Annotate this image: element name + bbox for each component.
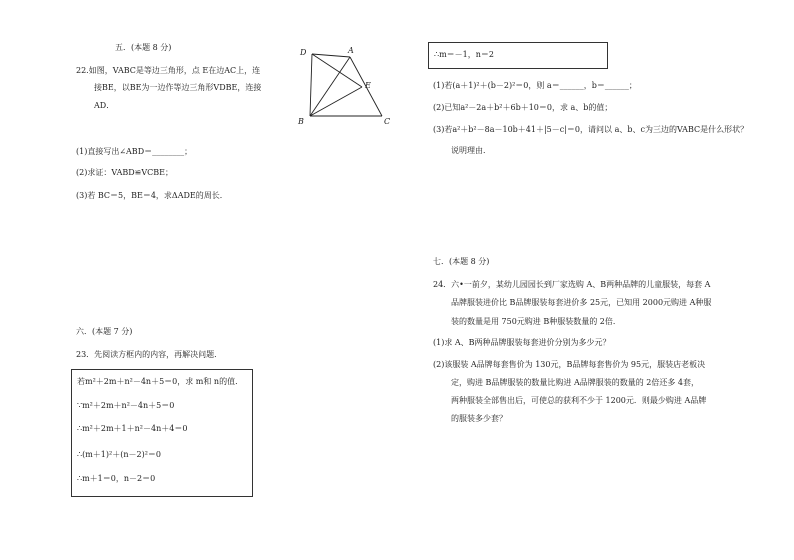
label-e: E — [365, 81, 371, 90]
q22-line2: 接BE，以BE为一边作等边三角形VDBE，连接 — [94, 83, 262, 92]
box-line-3: ∴m²＋2m＋1＋n²－4n＋4＝0 — [77, 424, 188, 433]
box-line-5: ∴m＋1＝0，n－2＝0 — [77, 474, 156, 483]
section7-heading: 七．(本题 8 分) — [433, 257, 490, 266]
q22-sub1: (1)直接写出∠ABD＝________； — [76, 147, 193, 156]
q23-sub1: (1)若(a＋1)²＋(b－2)²＝0，则 a＝______，b＝______； — [433, 81, 637, 90]
continued-box — [428, 42, 608, 69]
q23-intro: 23．先阅读方框内的内容，再解决问题． — [76, 350, 223, 359]
q22-line1: 22.如图，VABC是等边三角形，点 E在边AC上，连 — [76, 66, 261, 75]
label-d: D — [300, 48, 307, 57]
q22-sub2: (2)求证：VABD≌VCBE； — [76, 168, 173, 177]
q24-sub2-line3: 两种服装全部售出后，可使总的获利不少于 1200元．则最少购进 A品牌 — [451, 396, 707, 405]
q24-line1: 24．六•一前夕，某幼儿园园长到厂家选购 A、B两种品牌的儿童服装，每套 A — [433, 280, 711, 289]
q22-line3: AD． — [94, 101, 115, 110]
q24-sub2-line2: 定，购进 B品牌服装的数量比购进 A品牌服装的数量的 2倍还多 4套， — [451, 378, 700, 387]
box-line-2: ∵m²＋2m＋n²－4n＋5＝0 — [77, 401, 175, 410]
q23-sub2: (2)已知a²－2a＋b²＋6b＋10＝0，求 a、b的值； — [433, 103, 613, 112]
q24-sub2-line1: (2)该服装 A品牌每套售价为 130元，B品牌每套售价为 95元，服装店老板决 — [433, 360, 706, 369]
label-c: C — [384, 117, 391, 126]
q24-line2: 品牌服装进价比 B品牌服装每套进价多 25元，已知用 2000元购进 A种服 — [451, 298, 712, 307]
q22-sub3: (3)若 BC＝5，BE＝4，求ΔADE的周长． — [76, 191, 228, 200]
q24-line3: 装的数量是用 750元购进 B种服装数量的 2倍． — [451, 317, 621, 326]
reading-box — [71, 369, 253, 497]
q23-sub3-line1: (3)若a²＋b²－8a－10b＋41＋|5－c|＝0，请问以 a、b、c为三边的VABC是什么形状？ — [433, 125, 749, 134]
section6-heading: 六．(本题 7 分) — [76, 327, 133, 336]
q23-sub3-line2: 说明理由． — [451, 146, 491, 155]
q24-sub2-line4: 的服装多少套？ — [451, 414, 507, 423]
box-line-1: 若m²＋2m＋n²－4n＋5＝0，求 m和 n的值． — [77, 377, 244, 386]
label-b: B — [298, 117, 304, 126]
label-a: A — [348, 46, 354, 55]
section5-heading: 五．(本题 8 分) — [115, 43, 172, 52]
triangle-figure — [290, 40, 410, 130]
q24-sub1: (1)求 A、B两种品牌服装每套进价分别为多少元？ — [433, 338, 611, 347]
continued-box-line: ∴m＝－1，n＝2 — [434, 50, 495, 59]
box-line-4: ∴(m＋1)²＋(n－2)²＝0 — [77, 450, 161, 459]
